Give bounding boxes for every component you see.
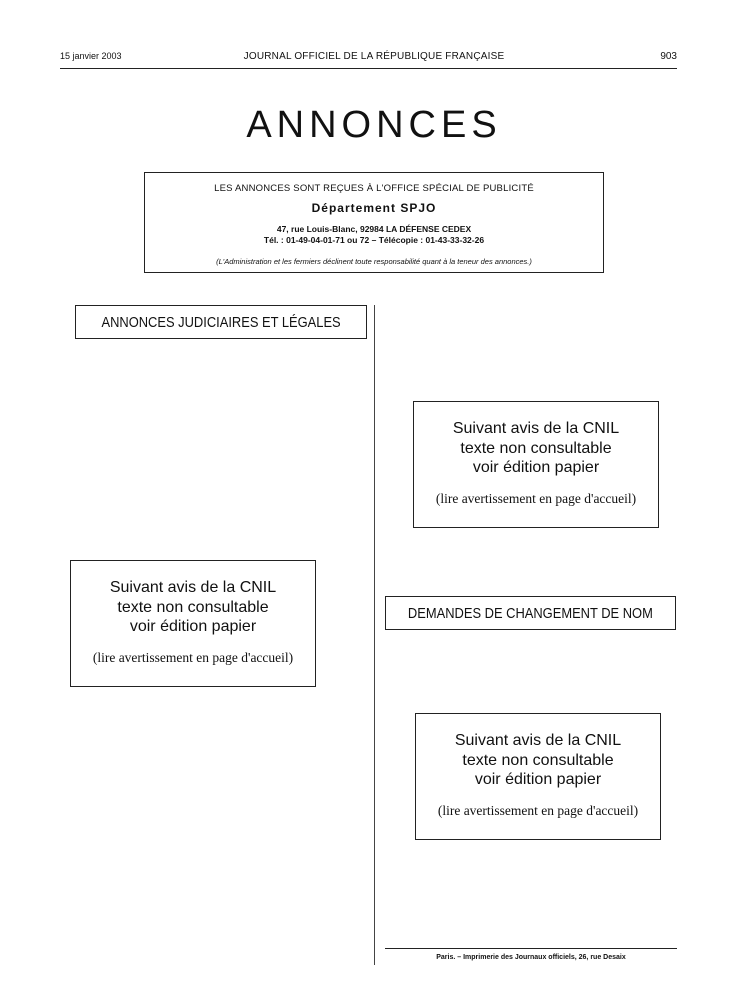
- cnil-notice: [70, 560, 316, 687]
- journal-title: JOURNAL OFFICIEL DE LA RÉPUBLIQUE FRANÇAISE: [243, 51, 505, 62]
- cnil-notice-text: [416, 731, 660, 790]
- cnil-note: (lire avertissement en page d'accueil): [435, 491, 637, 506]
- section-title-judiciaires: [75, 305, 367, 339]
- cnil-notice-text: [414, 419, 658, 478]
- cnil-note: (lire avertissement en page d'accueil): [92, 650, 294, 665]
- page-title: ANNONCES: [246, 104, 502, 146]
- cnil-notice: [413, 401, 659, 528]
- header-date: 15 janvier 2003: [60, 51, 122, 61]
- cnil-line: voir édition papier: [472, 459, 600, 476]
- page-number: 903: [660, 51, 677, 62]
- section-title-text: ANNONCES JUDICIAIRES ET LÉGALES: [101, 313, 341, 331]
- cnil-line: voir édition papier: [129, 618, 257, 635]
- printer-imprint: Paris. – Imprimerie des Journaux officiels, 26, rue Desaix: [436, 954, 626, 961]
- cnil-notice-text: [71, 578, 315, 637]
- publicity-info-box: [144, 172, 604, 273]
- section-title-changement-nom: [385, 596, 676, 630]
- cnil-note: (lire avertissement en page d'accueil): [437, 803, 639, 818]
- cnil-line: voir édition papier: [474, 771, 602, 788]
- header-divider: [60, 68, 677, 69]
- cnil-line: Suivant avis de la CNIL: [452, 420, 620, 437]
- footer-divider: [385, 948, 677, 949]
- department-phone: Tél. : 01-49-04-01-71 ou 72 – Télécopie : 01-43-33-32-26: [263, 235, 485, 245]
- department-address: 47, rue Louis-Blanc, 92984 LA DÉFENSE CEDEX: [276, 224, 472, 234]
- cnil-line: Suivant avis de la CNIL: [454, 732, 622, 749]
- info-line: LES ANNONCES SONT REÇUES À L'OFFICE SPÉCIAL DE PUBLICITÉ: [214, 183, 534, 194]
- disclaimer: (L'Administration et les fermiers déclinent toute responsabilité quant à la teneur des annonces.): [216, 257, 532, 266]
- department-name: Département SPJO: [311, 201, 437, 215]
- cnil-line: texte non consultable: [117, 598, 269, 616]
- cnil-notice: [415, 713, 661, 840]
- cnil-line: texte non consultable: [462, 751, 614, 769]
- column-divider: [374, 305, 375, 965]
- section-title-text: DEMANDES DE CHANGEMENT DE NOM: [408, 604, 653, 622]
- cnil-line: Suivant avis de la CNIL: [109, 579, 277, 596]
- cnil-line: texte non consultable: [460, 439, 612, 457]
